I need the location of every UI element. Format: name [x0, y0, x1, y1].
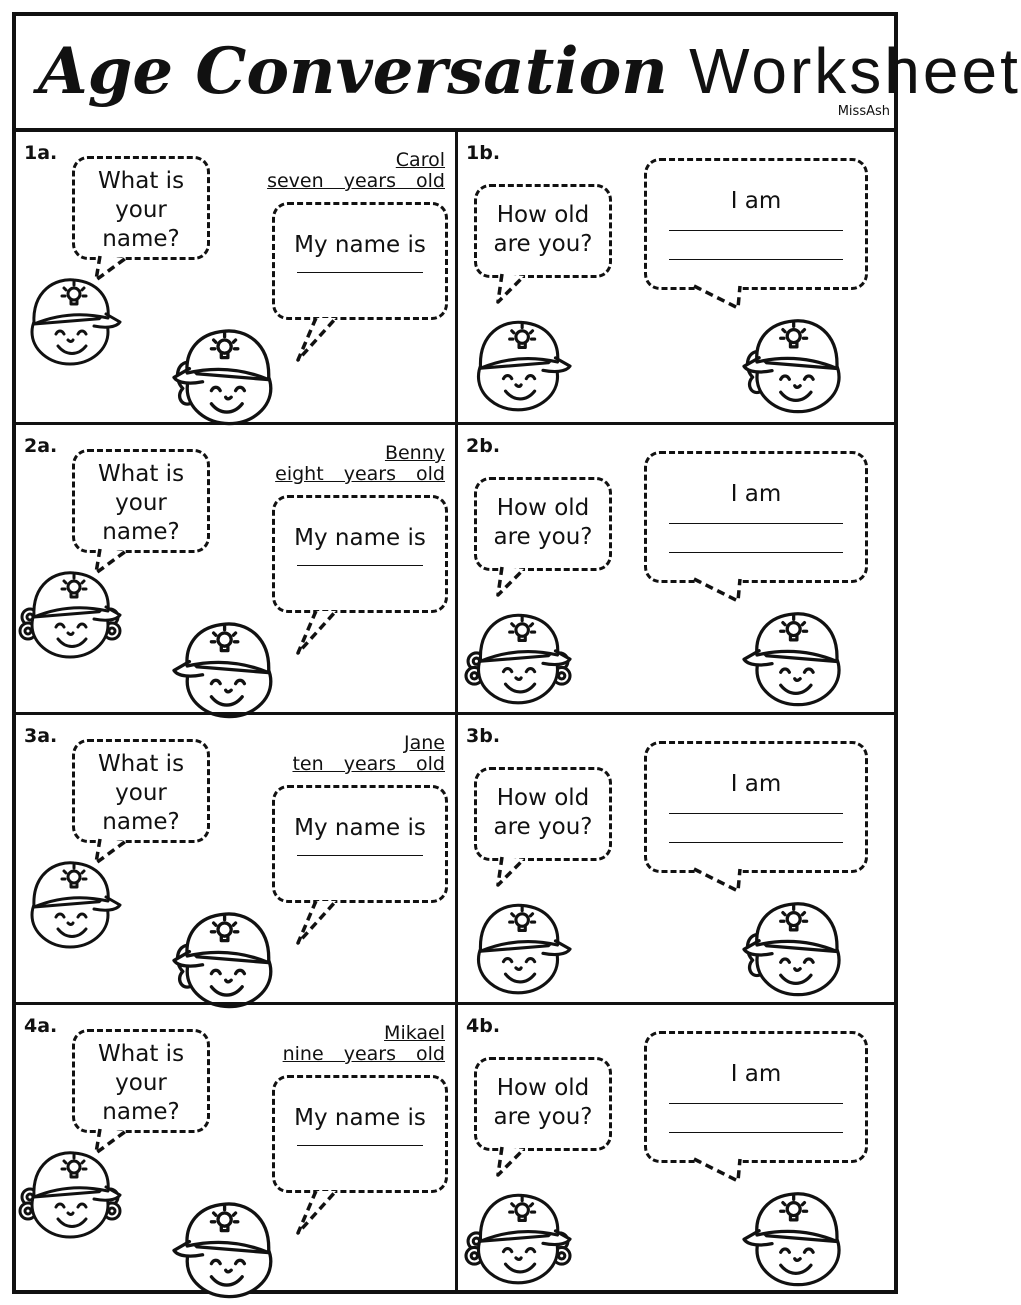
age-answer-bubble — [644, 741, 868, 873]
name-answer-bubble — [272, 495, 448, 613]
age-answer-bubble — [644, 451, 868, 583]
age-question-bubble — [474, 767, 612, 861]
speech-tail — [16, 1005, 17, 1006]
age-answer-bubble-text: I am — [730, 188, 782, 214]
child-face-icon — [174, 901, 284, 1011]
exercise-number: 1b. — [466, 142, 501, 164]
character-info — [275, 443, 445, 485]
exercise-1b — [455, 132, 894, 422]
character-info — [267, 150, 445, 192]
exercise-2a — [16, 422, 455, 712]
page-title — [38, 34, 1021, 109]
exercise-number: 4a. — [24, 1015, 58, 1037]
header — [16, 16, 1021, 132]
answer-blank[interactable] — [297, 272, 423, 273]
child-face-icon — [466, 1183, 570, 1287]
name-question-bubble-line: your — [115, 490, 167, 516]
name-question-bubble — [72, 739, 210, 843]
answer-blank[interactable] — [669, 813, 843, 814]
age-question-bubble-line: are you? — [493, 524, 593, 550]
name-question-bubble — [72, 1029, 210, 1133]
character-age: eight years old — [275, 463, 445, 485]
exercise-4a — [16, 1002, 455, 1292]
name-answer-bubble-text: My name is — [294, 1105, 426, 1131]
age-question-bubble-line: How old — [496, 1075, 590, 1101]
answer-blank[interactable] — [669, 1103, 843, 1104]
name-answer-bubble-text: My name is — [294, 232, 426, 258]
name-question-bubble-line: name? — [102, 809, 180, 835]
name-question-bubble-line: your — [115, 1070, 167, 1096]
answer-blank[interactable] — [669, 552, 843, 553]
age-answer-bubble-text: I am — [730, 1061, 782, 1087]
exercise-1a — [16, 132, 455, 422]
answer-blank[interactable] — [669, 842, 843, 843]
name-question-bubble-line: name? — [102, 226, 180, 252]
name-answer-bubble — [272, 1075, 448, 1193]
child-face-icon — [174, 1191, 284, 1301]
child-face-icon — [744, 308, 852, 416]
character-info — [283, 1023, 445, 1065]
name-question-bubble-line: your — [115, 780, 167, 806]
age-question-bubble-line: are you? — [493, 814, 593, 840]
child-face-icon — [20, 1141, 120, 1241]
speech-tail — [458, 425, 459, 426]
character-age: seven years old — [267, 170, 445, 192]
worksheet — [12, 12, 1021, 1294]
child-face-icon — [744, 1181, 852, 1289]
name-answer-bubble-text: My name is — [294, 525, 426, 551]
title-plain: Worksheet — [689, 35, 1021, 107]
character-name: Benny — [384, 442, 445, 464]
speech-tail — [458, 715, 459, 716]
speech-tail — [16, 425, 17, 426]
child-face-icon — [174, 611, 284, 721]
child-face-icon — [20, 851, 120, 951]
title-script: Age Conversation — [38, 34, 668, 109]
child-face-icon — [466, 310, 570, 414]
exercise-number: 2b. — [466, 435, 501, 457]
age-answer-bubble-text: I am — [730, 771, 782, 797]
exercise-number: 3b. — [466, 725, 501, 747]
exercise-4b — [455, 1002, 894, 1292]
child-face-icon — [466, 603, 570, 707]
name-answer-bubble — [272, 202, 448, 320]
name-question-bubble-line: your — [115, 197, 167, 223]
exercise-number: 1a. — [24, 142, 58, 164]
character-age: nine years old — [282, 1043, 445, 1065]
exercise-number: 4b. — [466, 1015, 501, 1037]
name-question-bubble-line: What is — [97, 751, 185, 777]
name-answer-bubble — [272, 785, 448, 903]
age-question-bubble-line: are you? — [493, 1104, 593, 1130]
answer-blank[interactable] — [669, 259, 843, 260]
age-question-bubble — [474, 1057, 612, 1151]
name-question-bubble-line: What is — [97, 168, 185, 194]
child-face-icon — [20, 561, 120, 661]
exercise-number: 3a. — [24, 725, 58, 747]
age-question-bubble-line: How old — [496, 202, 590, 228]
age-answer-bubble-text: I am — [730, 481, 782, 507]
exercise-grid — [16, 132, 894, 1294]
child-face-icon — [744, 601, 852, 709]
child-face-icon — [466, 893, 570, 997]
character-name: Carol — [395, 149, 445, 171]
name-answer-bubble-text: My name is — [294, 815, 426, 841]
name-question-bubble — [72, 156, 210, 260]
speech-tail — [458, 1005, 459, 1006]
exercise-2b — [455, 422, 894, 712]
answer-blank[interactable] — [669, 230, 843, 231]
name-question-bubble — [72, 449, 210, 553]
age-question-bubble — [474, 184, 612, 278]
name-question-bubble-line: What is — [97, 461, 185, 487]
answer-blank[interactable] — [669, 1132, 843, 1133]
character-age: ten years old — [292, 753, 445, 775]
answer-blank[interactable] — [669, 523, 843, 524]
speech-tail — [458, 132, 459, 133]
name-question-bubble-line: name? — [102, 519, 180, 545]
child-face-icon — [20, 268, 120, 368]
answer-blank[interactable] — [297, 565, 423, 566]
character-info — [292, 733, 445, 775]
age-answer-bubble — [644, 158, 868, 290]
name-question-bubble-line: What is — [97, 1041, 185, 1067]
age-question-bubble — [474, 477, 612, 571]
character-name: Jane — [404, 732, 445, 754]
speech-tail — [16, 132, 17, 133]
answer-blank[interactable] — [297, 1145, 423, 1146]
name-question-bubble-line: name? — [102, 1099, 180, 1125]
speech-tail — [16, 715, 17, 716]
child-face-icon — [174, 318, 284, 428]
age-question-bubble-line: How old — [496, 495, 590, 521]
age-question-bubble-line: are you? — [493, 231, 593, 257]
age-question-bubble-line: How old — [496, 785, 590, 811]
child-face-icon — [744, 891, 852, 999]
author-credit: MissAsh — [837, 104, 890, 119]
exercise-3a — [16, 712, 455, 1002]
age-answer-bubble — [644, 1031, 868, 1163]
exercise-number: 2a. — [24, 435, 58, 457]
character-name: Mikael — [384, 1022, 445, 1044]
exercise-3b — [455, 712, 894, 1002]
answer-blank[interactable] — [297, 855, 423, 856]
